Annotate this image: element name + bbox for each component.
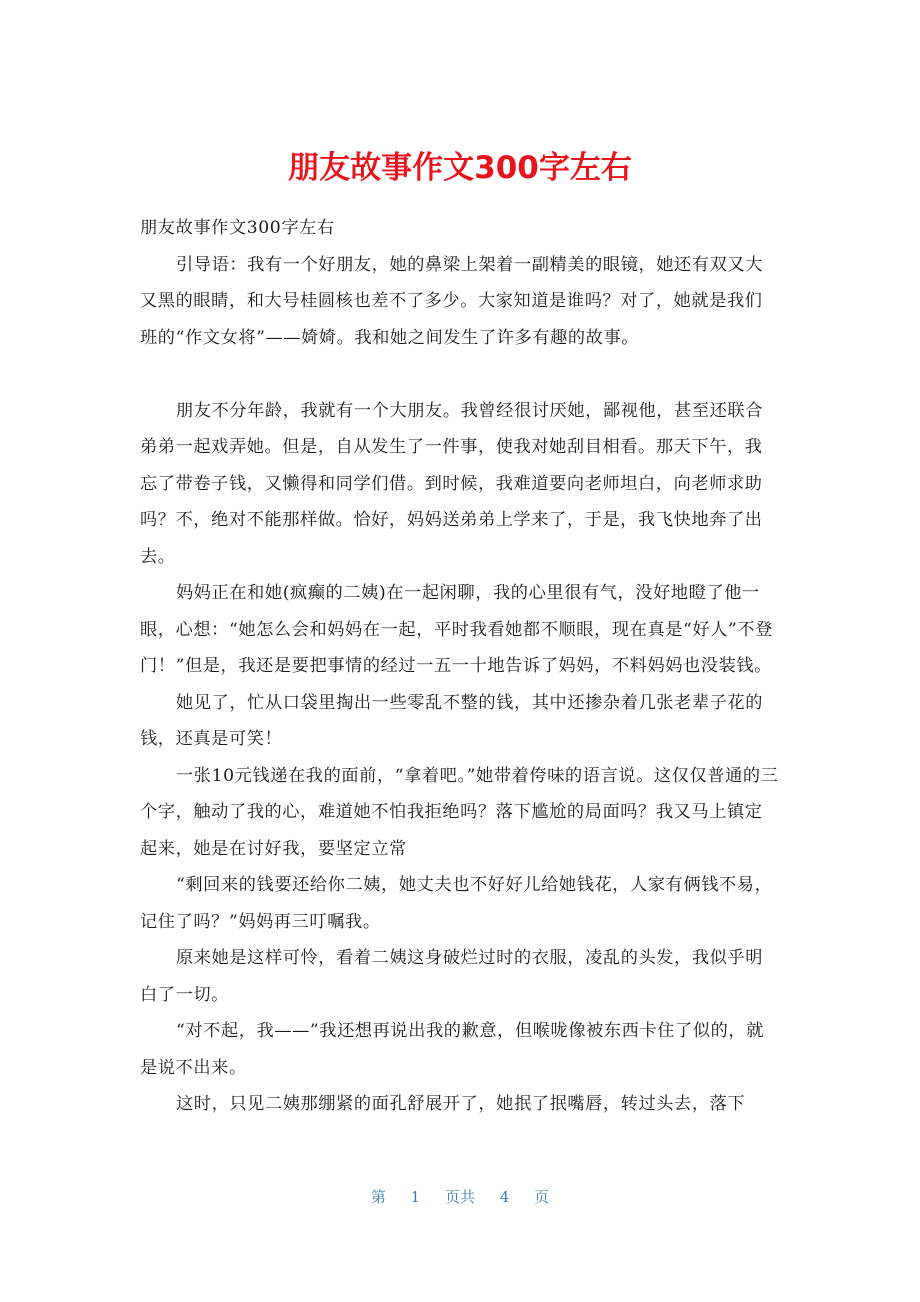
paragraph: 一张10元钱递在我的面前，“拿着吧。”她带着侉味的语言说。这仅仅普通的三个字，触动了我的心，难道她不怕我拒绝吗？落下尴尬的局面吗？我又马上镇定起来，她是在讨好我，要坚定立常 bbox=[140, 765, 779, 859]
paragraph: 她见了，忙从口袋里掏出一些零乱不整的钱，其中还掺杂着几张老辈子花的钱，还真是可笑！ bbox=[140, 692, 763, 749]
footer-mid: 页共 bbox=[444, 1188, 475, 1206]
page-footer bbox=[0, 1186, 920, 1207]
document-subtitle: 朋友故事作文300字左右 bbox=[140, 218, 335, 238]
footer-current-page: 1 bbox=[410, 1188, 421, 1206]
paragraph-gap bbox=[140, 356, 780, 393]
footer-prefix: 第 bbox=[370, 1188, 386, 1206]
footer-suffix: 页 bbox=[534, 1188, 550, 1206]
paragraph: 原来她是这样可怜，看着二姨这身破烂过时的衣服，凌乱的头发，我似乎明白了一切。 bbox=[140, 948, 763, 1005]
paragraph-intro: 引导语：我有一个好朋友，她的鼻梁上架着一副精美的眼镜，她还有双又大又黑的眼睛，和大号桂圆核也差不了多少。大家知道是谁吗？对了，她就是我们班的“作文女将”——婍婍。我和她之间发生了许多有趣的故事。 bbox=[140, 254, 763, 348]
paragraph: 这时，只见二姨那绷紧的面孔舒展开了，她抿了抿嘴唇，转过头去，落下 bbox=[176, 1094, 746, 1114]
document-body bbox=[140, 210, 780, 1123]
paragraph: “对不起，我——”我还想再说出我的歉意，但喉咙像被东西卡住了似的，就是说不出来。 bbox=[140, 1021, 764, 1078]
footer-total-pages: 4 bbox=[499, 1188, 510, 1206]
paragraph: “剩回来的钱要还给你二姨，她丈夫也不好好儿给她钱花，人家有俩钱不易，记住了吗？”妈妈再三叮嘱我。 bbox=[140, 875, 773, 932]
document-title: 朋友故事作文300字左右 bbox=[288, 150, 632, 186]
paragraph: 朋友不分年龄，我就有一个大朋友。我曾经很讨厌她，鄙视他，甚至还联合弟弟一起戏弄她。但是，自从发生了一件事，使我对她刮目相看。那天下午，我忘了带卷子钱，又懒得和同学们借。到时候，我难道要向老师坦白，向老师求助吗？不，绝对不能那样做。恰好，妈妈送弟弟上学来了，于是，我飞快地奔了出去。 bbox=[140, 400, 763, 567]
paragraph: 妈妈正在和她(疯癫的二姨)在一起闲聊，我的心里很有气，没好地瞪了他一眼，心想：“她怎么会和妈妈在一起，平时我看她都不顺眼，现在真是“好人”不登门！”但是，我还是要把事情的经过一五一十地告诉了妈妈，不料妈妈也没装钱。 bbox=[140, 583, 773, 676]
